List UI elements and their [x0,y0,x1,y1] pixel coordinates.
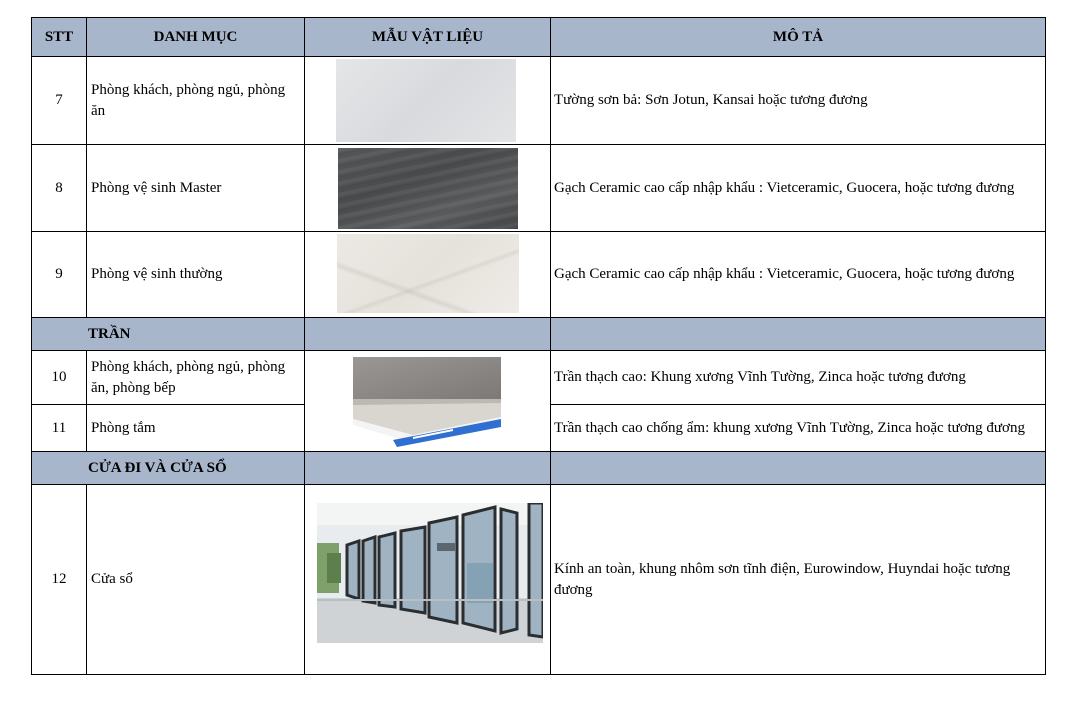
section-title: TRẦN [32,318,305,351]
row-description: Gạch Ceramic cao cấp nhập khẩu : Vietceramic, Guocera, hoặc tương đương [551,145,1046,232]
section-empty-cell [551,452,1046,485]
row-category: Cửa sổ [87,485,305,675]
row-description: Trần thạch cao chống ẩm: khung xương Vĩnh Tường, Zinca hoặc tương đương [551,405,1046,452]
section-row-ceiling [32,318,1046,351]
row-description: Gạch Ceramic cao cấp nhập khẩu : Vietceramic, Guocera, hoặc tương đương [551,232,1046,318]
section-title: CỬA ĐI VÀ CỬA SỔ [32,452,305,485]
row-stt: 10 [32,351,87,405]
row-category: Phòng vệ sinh Master [87,145,305,232]
row-category: Phòng tắm [87,405,305,452]
row-category: Phòng khách, phòng ngủ, phòng ăn [87,57,305,145]
gypsum-board-image [353,357,501,447]
row-description: Tường sơn bả: Sơn Jotun, Kansai hoặc tương đương [551,57,1046,145]
table-row [32,232,1046,318]
sample-cell [305,351,551,452]
dark-ceramic-tile-swatch [338,148,518,229]
row-category: Phòng khách, phòng ngủ, phòng ăn, phòng bếp [87,351,305,405]
light-marble-tile-swatch [337,234,519,313]
section-empty-cell [305,318,551,351]
sample-cell [305,232,551,318]
row-stt: 12 [32,485,87,675]
paint-wall-swatch [336,59,516,142]
table-row [32,57,1046,145]
table-row [32,485,1046,675]
row-stt: 9 [32,232,87,318]
materials-table [31,17,1046,675]
header-stt: STT [32,18,87,57]
row-stt: 11 [32,405,87,452]
row-stt: 8 [32,145,87,232]
folding-window-photo [317,503,543,643]
section-empty-cell [551,318,1046,351]
sample-cell [305,145,551,232]
section-row-doors [32,452,1046,485]
table-header-row [32,18,1046,57]
header-description: MÔ TẢ [551,18,1046,57]
row-description: Trần thạch cao: Khung xương Vĩnh Tường, Zinca hoặc tương đương [551,351,1046,405]
table-row [32,145,1046,232]
header-sample: MẪU VẬT LIỆU [305,18,551,57]
row-description: Kính an toàn, khung nhôm sơn tĩnh điện, Eurowindow, Huyndai hoặc tương đương [551,485,1046,675]
section-empty-cell [305,452,551,485]
table-row [32,351,1046,405]
sample-cell [305,485,551,675]
row-category: Phòng vệ sinh thường [87,232,305,318]
row-stt: 7 [32,57,87,145]
header-category: DANH MỤC [87,18,305,57]
sample-cell [305,57,551,145]
